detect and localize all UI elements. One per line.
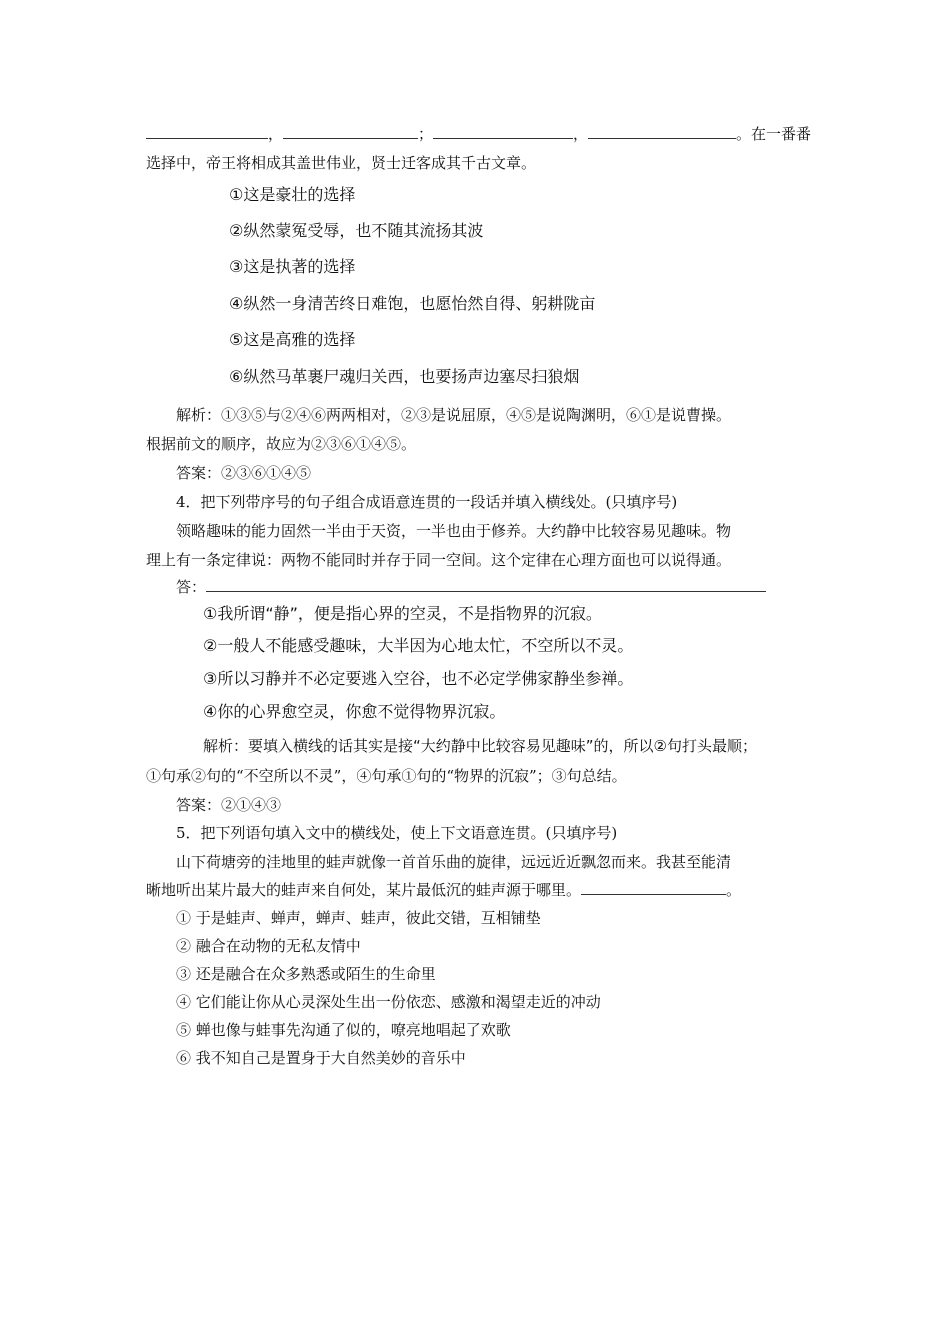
- q4-passage-line1: 领略趣味的能力固然一半由于天资，一半也由于修养。大约静中比较容易见趣味。物: [176, 522, 732, 540]
- answer-blank[interactable]: [206, 577, 766, 592]
- q3-option-3: ③这是执著的选择: [229, 257, 356, 276]
- q3-analysis-line1: 解析：①③⑤与②④⑥两两相对，②③是说屈原，④⑤是说陶渊明，⑥①是说曹操。: [176, 406, 732, 424]
- q3-fill-line: [146, 124, 811, 144]
- passage-text: 晰地听出某片最大的蛙声来自何处，某片最低沉的蛙声源于哪里。: [146, 881, 582, 899]
- q3-option-5: ⑤这是高雅的选择: [229, 330, 356, 349]
- q4-answer-line: [176, 577, 766, 597]
- q5-option-1: ① 于是蛙声、蝉声，蝉声、蛙声，彼此交错，互相铺垫: [176, 909, 541, 927]
- answer-blank[interactable]: [146, 124, 268, 139]
- q4-passage-line2: 理上有一条定律说：两物不能同时并存于同一空间。这个定律在心理方面也可以说得通。: [146, 551, 732, 569]
- answer-blank[interactable]: [433, 124, 573, 139]
- q5-passage-line2: [146, 880, 741, 900]
- answer-blank[interactable]: [588, 124, 736, 139]
- q3-option-4: ④纵然一身清苦终日难饱，也愿怡然自得、躬耕陇亩: [229, 294, 596, 313]
- q5-option-2: ② 融合在动物的无私友情中: [176, 937, 361, 955]
- q5-option-5: ⑤ 蝉也像与蛙事先沟通了似的，嘹亮地唱起了欢歌: [176, 1021, 511, 1039]
- q4-analysis-line2: ①句承②句的“不空所以不灵”，④句承①句的“物界的沉寂”；③句总结。: [146, 767, 627, 785]
- q4-option-1: ①我所谓“静”，便是指心界的空灵，不是指物界的沉寂。: [203, 604, 602, 623]
- q3-option-2: ②纵然蒙冤受辱，也不随其流扬其波: [229, 221, 484, 240]
- q3-continuation: 选择中，帝王将相成其盖世伟业，贤士迁客成其千古文章。: [146, 154, 537, 172]
- q4-title: 4．把下列带序号的句子组合成语意连贯的一段话并填入横线处。(只填序号): [176, 493, 678, 511]
- answer-blank[interactable]: [581, 880, 726, 895]
- q4-option-3: ③所以习静并不必定要逃入空谷，也不必定学佛家静坐参禅。: [203, 669, 634, 688]
- q4-answer: 答案：②①④③: [176, 796, 282, 814]
- q5-title: 5．把下列语句填入文中的横线处，使上下文语意连贯。(只填序号): [176, 824, 618, 842]
- q5-option-3: ③ 还是融合在众多熟悉或陌生的生命里: [176, 965, 436, 983]
- separator: ，: [573, 125, 589, 143]
- q3-option-6: ⑥纵然马革裹尸魂归关西，也要扬声边塞尽扫狼烟: [229, 367, 580, 386]
- q4-analysis-line1: 解析：要填入横线的话其实是接“大约静中比较容易见趣味”的，所以②句打头最顺；: [203, 737, 757, 755]
- q3-answer: 答案：②③⑥①④⑤: [176, 464, 312, 482]
- separator: ，: [268, 125, 284, 143]
- q5-option-4: ④ 它们能让你从心灵深处生出一份依恋、感激和渴望走近的冲动: [176, 993, 601, 1011]
- answer-label: 答：: [176, 578, 207, 596]
- q3-option-1: ①这是豪壮的选择: [229, 185, 356, 204]
- separator: ；: [418, 125, 434, 143]
- passage-end: 。: [726, 881, 742, 899]
- q4-option-4: ④你的心界愈空灵，你愈不觉得物界沉寂。: [203, 702, 506, 721]
- q5-option-6: ⑥ 我不知自己是置身于大自然美妙的音乐中: [176, 1049, 466, 1067]
- fill-line-tail: 。在一番番: [736, 125, 812, 143]
- q5-passage-line1: 山下荷塘旁的洼地里的蛙声就像一首首乐曲的旋律，远远近近飘忽而来。我甚至能清: [176, 853, 732, 871]
- q3-analysis-line2: 根据前文的顺序，故应为②③⑥①④⑤。: [146, 435, 417, 453]
- q4-option-2: ②一般人不能感受趣味，大半因为心地太忙，不空所以不灵。: [203, 636, 634, 655]
- answer-blank[interactable]: [283, 124, 418, 139]
